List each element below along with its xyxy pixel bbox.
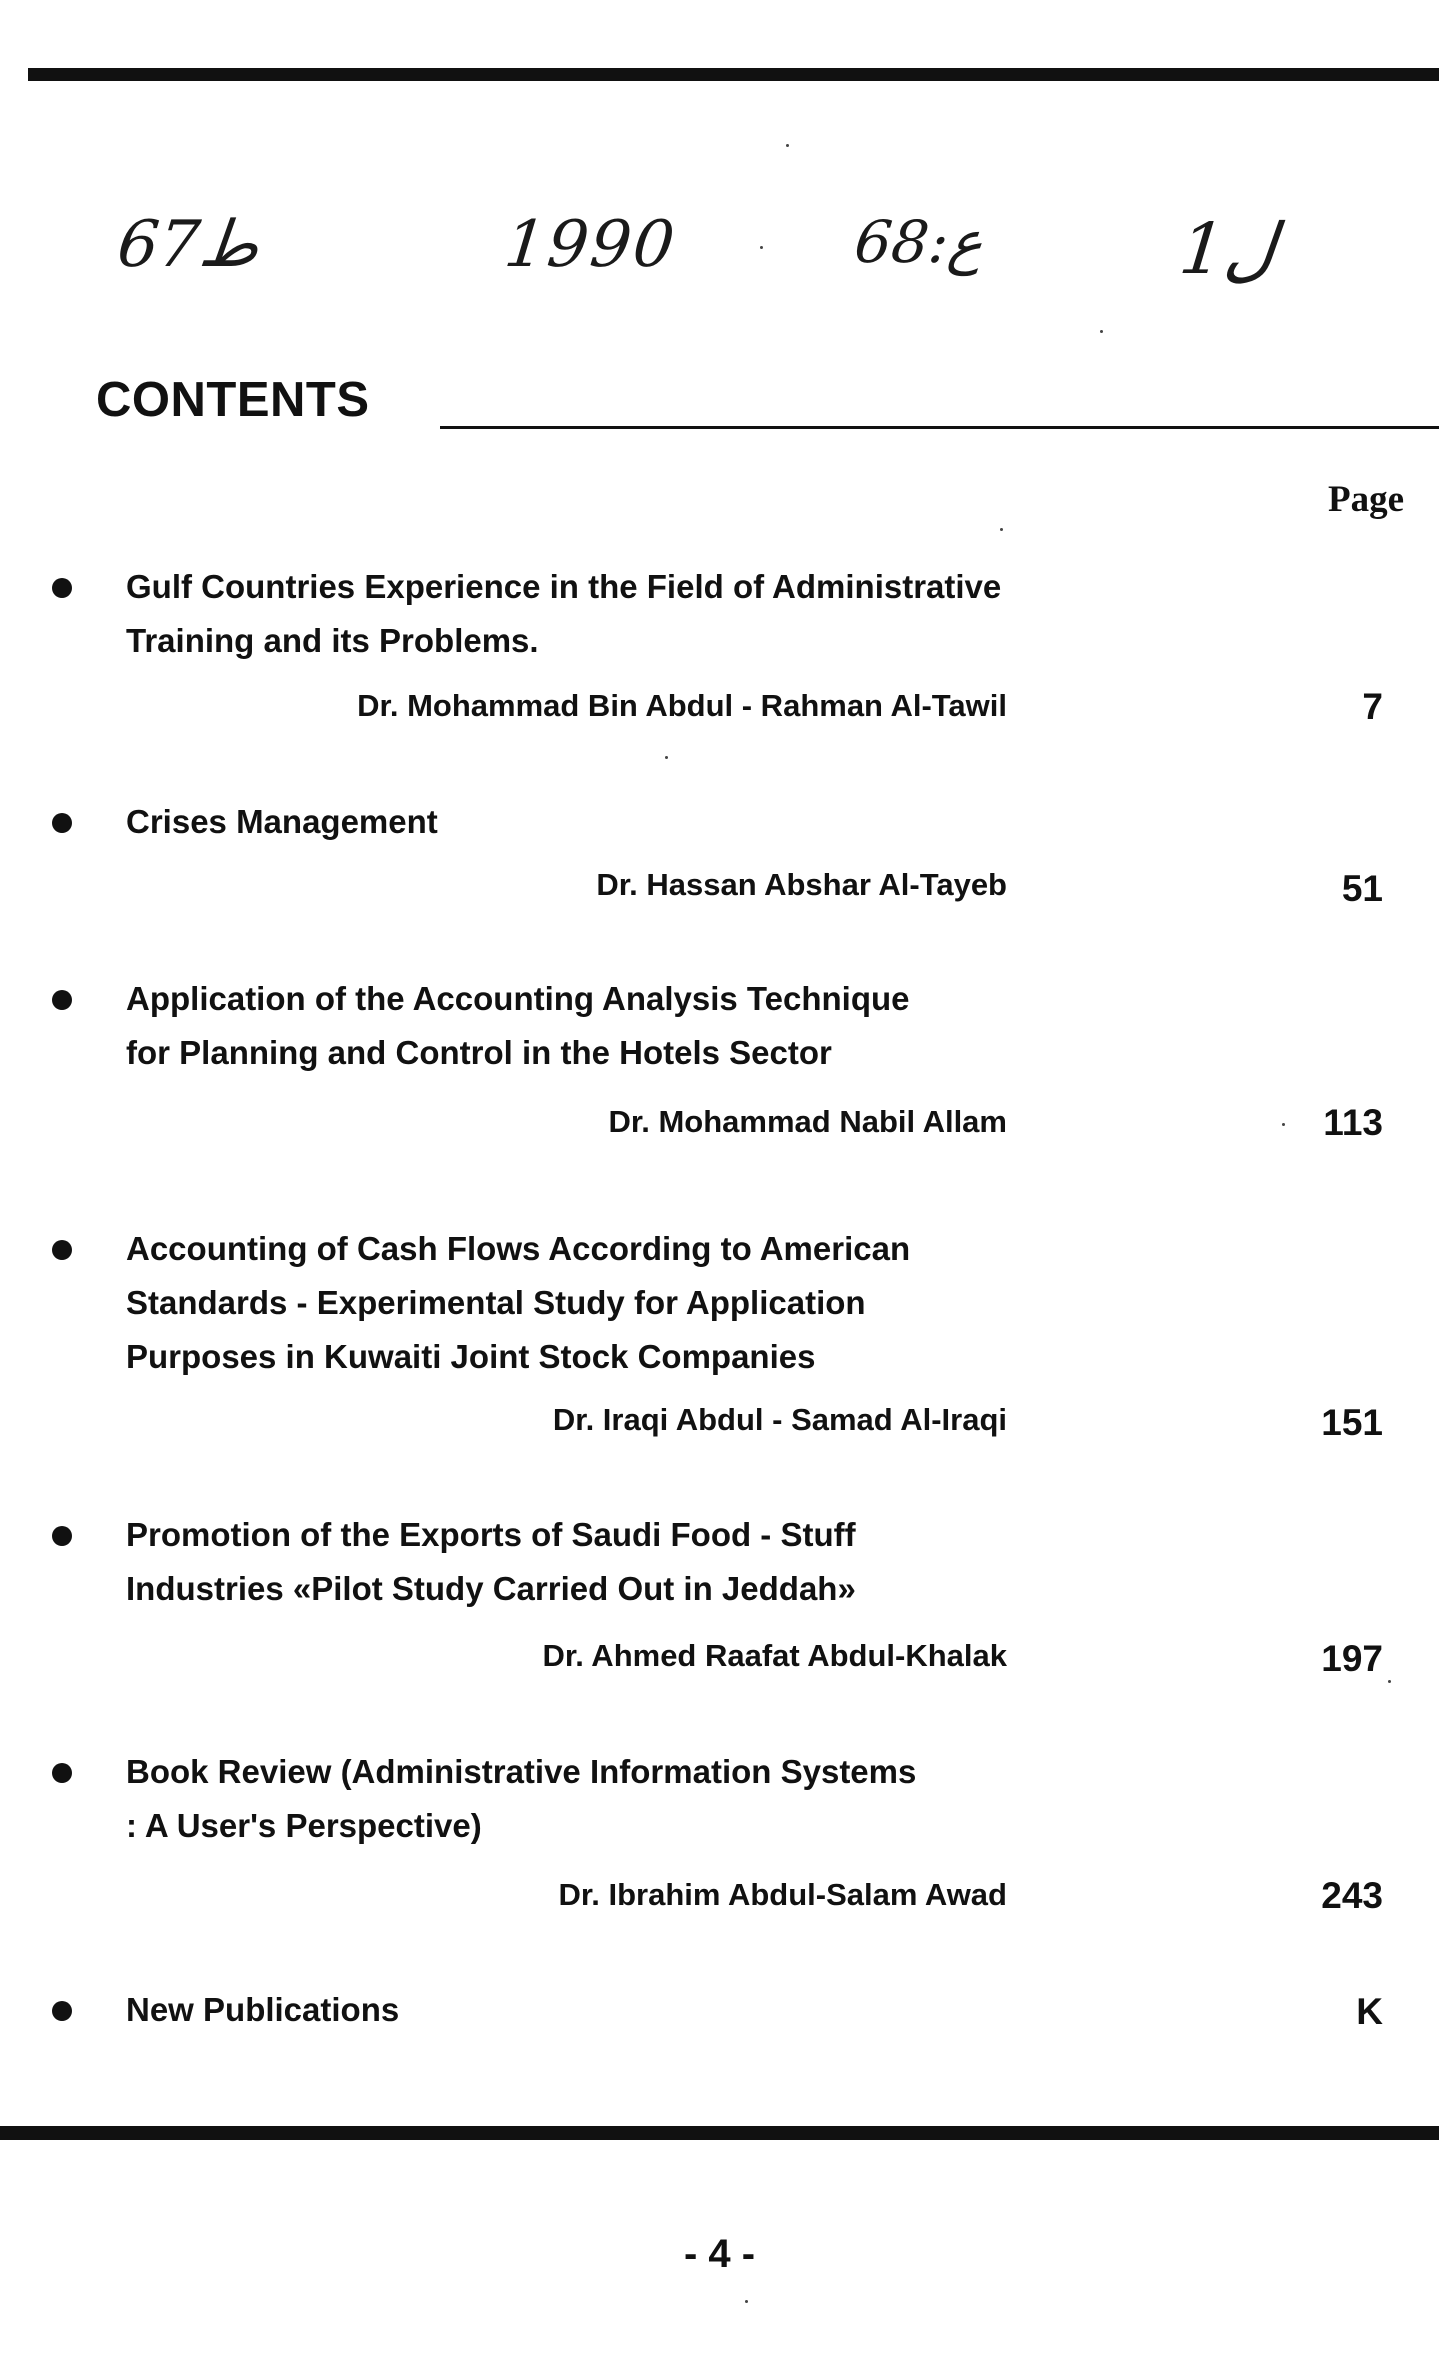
entry-author: Dr. Hassan Abshar Al-Tayeb (596, 867, 1007, 902)
bullet-icon (52, 578, 72, 598)
entry-title-line: Industries «Pilot Study Carried Out in Jeddah» (126, 1570, 856, 1607)
entry-page-number: 51 (1341, 868, 1383, 909)
entry-title (126, 1745, 1016, 1853)
entry-title-line: Promotion of the Exports of Saudi Food - Stuff (126, 1516, 856, 1553)
bullet-icon (52, 1526, 72, 1546)
bullet-icon (52, 1240, 72, 1260)
page-column-label: Page (1327, 479, 1404, 520)
scan-speck (745, 2300, 748, 2303)
entry-title (126, 1983, 1016, 2037)
handwritten-note-2: 1990 (501, 208, 680, 282)
entry-author: Dr. Ahmed Raafat Abdul-Khalak (542, 1638, 1007, 1673)
bullet-icon (52, 1763, 72, 1783)
scan-speck (1282, 1123, 1285, 1126)
footer-page-number: - 4 - (683, 2232, 756, 2276)
entry-title-line: Gulf Countries Experience in the Field of Administrative (126, 568, 1002, 605)
bullet-icon (52, 990, 72, 1010)
entry-title-line: Standards - Experimental Study for Application (126, 1284, 866, 1321)
entry-title-line: New Publications (126, 1991, 400, 2028)
entry-page-number: K (1356, 1991, 1383, 2032)
scan-speck (760, 246, 763, 249)
scan-speck (786, 144, 789, 147)
entry-title-line: for Planning and Control in the Hotels Sector (126, 1034, 832, 1071)
bullet-icon (52, 2001, 72, 2021)
contents-heading: CONTENTS (96, 373, 370, 427)
entry-page-number: 7 (1362, 686, 1383, 727)
entry-author: Dr. Mohammad Nabil Allam (608, 1104, 1007, 1139)
entry-author: Dr. Ibrahim Abdul-Salam Awad (558, 1877, 1007, 1912)
handwritten-note-4: ل1 (1175, 208, 1280, 290)
top-rule (28, 68, 1439, 81)
entry-title-line: Accounting of Cash Flows According to American (126, 1230, 911, 1267)
entry-title (126, 795, 1016, 849)
entry-title-line: Purposes in Kuwaiti Joint Stock Companies (126, 1338, 816, 1375)
entry-page-number: 151 (1321, 1402, 1383, 1443)
scan-speck (1100, 330, 1103, 333)
entry-title-line: Book Review (Administrative Information Systems (126, 1753, 917, 1790)
entry-title-line: : A User's Perspective) (126, 1807, 482, 1844)
bottom-rule (0, 2126, 1439, 2140)
entry-title (126, 1508, 1016, 1616)
scan-speck (1000, 528, 1003, 531)
entry-title-line: Application of the Accounting Analysis Technique (126, 980, 910, 1017)
entry-author: Dr. Iraqi Abdul - Samad Al-Iraqi (552, 1402, 1007, 1437)
entry-title-line: Training and its Problems. (126, 622, 539, 659)
entry-title (126, 560, 1016, 668)
entry-page-number: 243 (1321, 1875, 1383, 1916)
scan-speck (665, 756, 668, 759)
entry-title (126, 972, 1016, 1080)
contents-underline (440, 426, 1439, 429)
handwritten-note-3: ع:68 (851, 208, 987, 276)
entry-author: Dr. Mohammad Bin Abdul - Rahman Al-Tawil (357, 688, 1007, 723)
entry-page-number: 197 (1321, 1638, 1383, 1679)
bullet-icon (52, 813, 72, 833)
entry-page-number: 113 (1323, 1102, 1383, 1143)
entry-title-line: Crises Management (126, 803, 438, 840)
handwritten-note-1: 67ط (114, 208, 263, 282)
entry-title (126, 1222, 1016, 1384)
scan-speck (1388, 1680, 1391, 1683)
